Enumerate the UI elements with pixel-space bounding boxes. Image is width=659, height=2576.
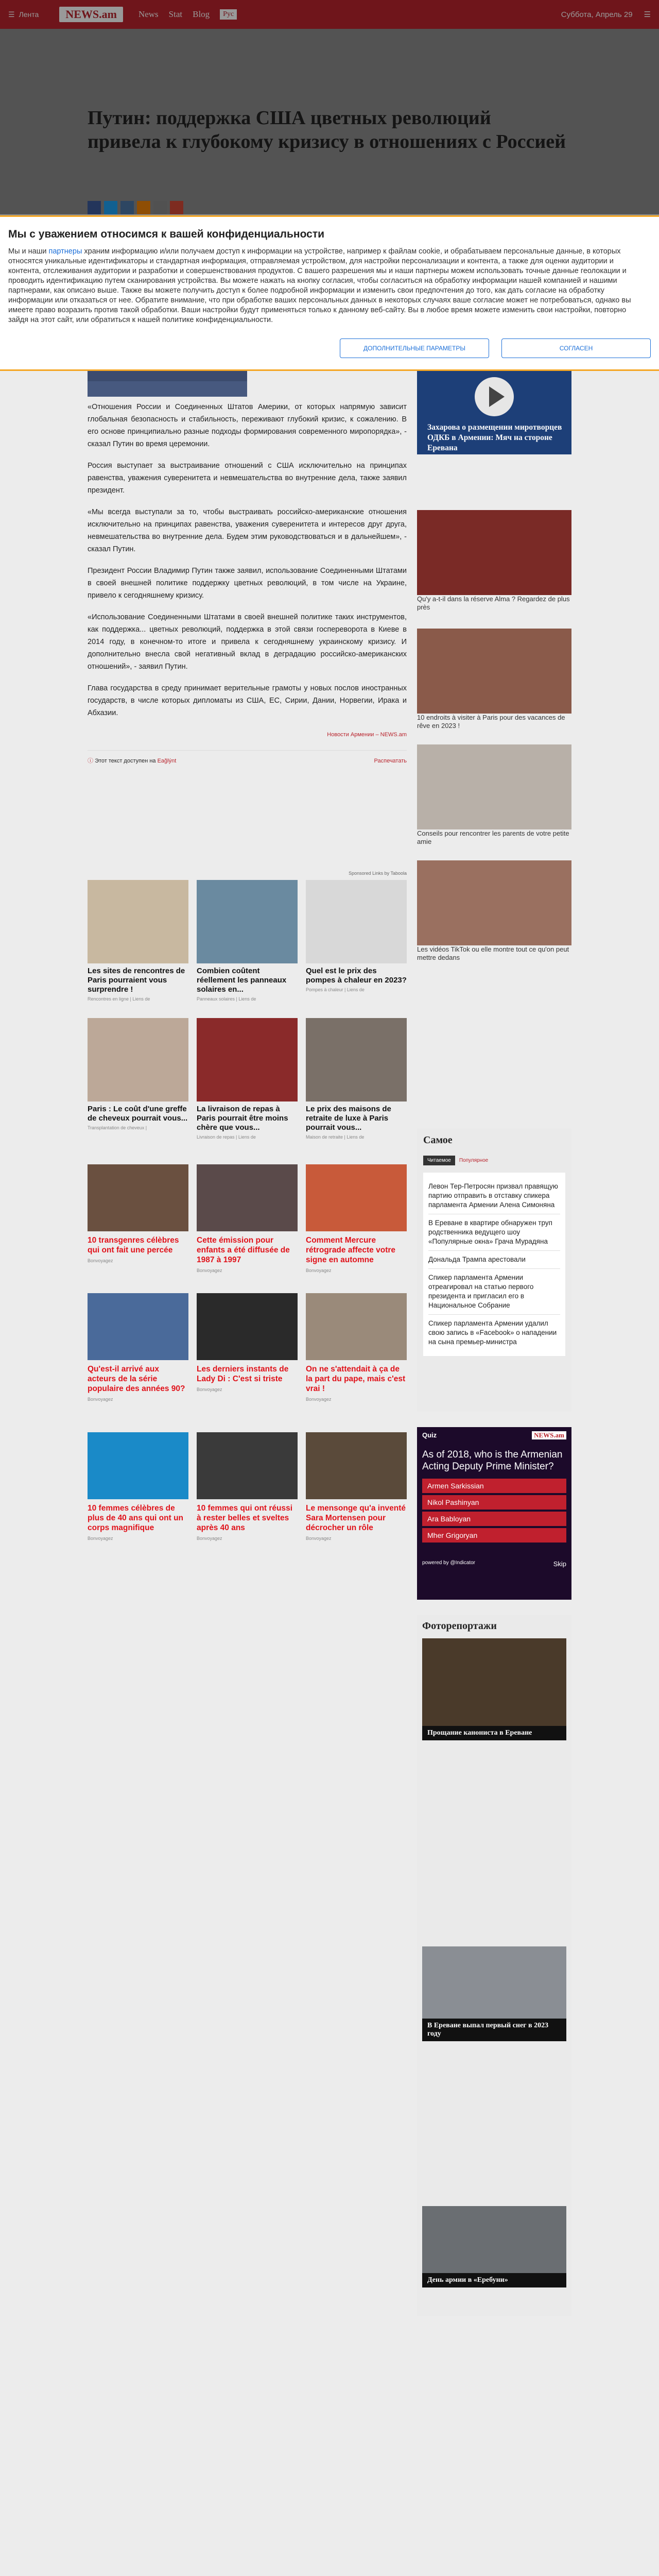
sponsored-image (306, 1164, 407, 1231)
article-paragraph: «Использование Соединенными Штатами в своей внешней политике таких инструментов, как поддержка... цветных революций, поддержка в этой связи госпереворота в Киеве в 2014 году, в конечном-то итоге и привела к сегодняшнему украинскому кризису. И дополнительно внесла свой негативный вклад в деградацию российско-американских отношений», - заявил Путин. (88, 613, 407, 671)
sponsored-card[interactable] (88, 1293, 188, 1402)
vk-icon[interactable] (120, 201, 134, 214)
sponsored-source: Panneaux solaires | Liens de (197, 996, 256, 1002)
sponsored-card[interactable] (88, 1432, 188, 1541)
sidebar-ad[interactable] (417, 510, 571, 612)
mail-icon[interactable] (153, 201, 167, 214)
agree-button[interactable]: СОГЛАСЕН (501, 338, 651, 358)
sponsored-source: Transplantation de cheveux | (88, 1125, 147, 1130)
quiz-option[interactable]: Mher Grigoryan (422, 1528, 566, 1543)
print-icon[interactable] (170, 201, 183, 214)
sponsored-card[interactable] (88, 880, 188, 1002)
powered-brand[interactable]: @Indicator (450, 1560, 475, 1566)
sponsored-image (197, 1432, 298, 1499)
sidebar-ad[interactable] (417, 629, 571, 730)
sponsored-source: Livraison de repas | Liens de (197, 1134, 256, 1140)
site-logo[interactable]: NEWS.am (59, 7, 123, 22)
sponsored-image (197, 1164, 298, 1231)
ad-title: Les vidéos TikTok ou elle montre tout ce qu'on peut mettre dedans (417, 945, 569, 961)
feed-icon: ☰ (8, 10, 15, 19)
sponsored-title: Paris : Le coût d'une greffe de cheveux pourrait vous... (88, 1105, 188, 1123)
ad-title: Conseils pour rencontrer les parents de votre petite amie (417, 829, 569, 845)
sponsored-source: Bonvoyagez (88, 1536, 113, 1541)
menu-label: Лента (19, 10, 39, 19)
sponsored-source: Bonvoyagez (306, 1536, 332, 1541)
sponsored-image (88, 1164, 188, 1231)
cookie-title: Мы с уважением относимся к вашей конфиденциальности (8, 228, 325, 240)
cookie-consent-dialog (0, 215, 659, 371)
translation-label: Этот текст доступен на (95, 758, 156, 764)
article-paragraph: Глава государства в среду принимает верительные грамоты у новых послов иностранных государств, в числе которых дипломаты из США, ЕС, Сирии, Дании, Норвегии, Ирака и Абхазии. (88, 684, 407, 717)
sponsored-title: Qu'est-il arrivé aux acteurs de la série populaire des années 90? (88, 1365, 185, 1393)
sponsored-card[interactable] (197, 1293, 298, 1392)
sponsored-source: Bonvoyagez (88, 1397, 113, 1402)
sponsored-image (306, 1018, 407, 1101)
quiz-widget (417, 1427, 571, 1600)
photo-reports-widget (417, 1615, 571, 2316)
sponsored-title: 10 femmes célèbres de plus de 40 ans qui ont un corps magnifique (88, 1504, 184, 1532)
sponsored-card[interactable] (306, 1432, 407, 1541)
sponsored-label[interactable]: Sponsored Links by Taboola (349, 871, 407, 876)
sponsored-source: Maison de retraite | Liens de (306, 1134, 365, 1140)
photo-report-image[interactable] (422, 1946, 566, 2019)
sponsored-grid (88, 871, 407, 1592)
sponsored-title: La livraison de repas à Paris pourrait être moins chère que vous... (197, 1105, 288, 1132)
quiz-option[interactable]: Nikol Pashinyan (422, 1495, 566, 1510)
sponsored-image (197, 880, 298, 963)
sponsored-source: Pompes à chaleur | Liens de (306, 987, 365, 992)
translation-link[interactable]: Eağlýnt (157, 758, 177, 764)
video-widget[interactable] (417, 371, 571, 454)
ad-image (417, 510, 571, 595)
sponsored-image (88, 1293, 188, 1360)
info-icon: ⓘ (88, 758, 95, 764)
photo-reports-title: Фоторепортажи (422, 1620, 497, 1632)
sponsored-card[interactable] (306, 1018, 407, 1140)
translation-note (88, 755, 176, 767)
photo-report-title[interactable]: В Ереване выпал первый снег в 2023 году (422, 2019, 566, 2041)
twitter-icon[interactable] (104, 201, 117, 214)
sponsored-source: Bonvoyagez (197, 1268, 222, 1273)
article-paragraph: Россия выступает за выстраивание отношений с США исключительно на принципах равенства, уважения суверенитета и невмешательства во внутренние дела, также заявил президент. (88, 462, 407, 495)
source-link[interactable]: Новости Армении – NEWS.am (327, 732, 407, 738)
photo-report-title[interactable]: День армии в «Еребуни» (422, 2273, 566, 2287)
sponsored-title: Combien coûtent réellement les panneaux solaires en... (197, 967, 287, 994)
top-news-item[interactable]: Спикер парламента Армении отреагировал на статью первого президента и пригласил его в Национальное Собрание (428, 1269, 560, 1315)
sidebar-ad[interactable] (417, 744, 571, 846)
sponsored-title: On ne s'attendait à ça de la part du pape, mais c'est vrai ! (306, 1365, 406, 1393)
sponsored-source: Bonvoyagez (197, 1387, 222, 1392)
sponsored-title: Les derniers instants de Lady Di : C'est si triste (197, 1365, 289, 1383)
top-news-widget (417, 1128, 571, 1412)
quiz-question: As of 2018, who is the Armenian Acting Deputy Prime Minister? (422, 1449, 563, 1472)
quiz-option[interactable]: Ara Babloyan (422, 1512, 566, 1526)
share-bar (88, 201, 183, 214)
cookie-text (8, 247, 647, 325)
top-news-item[interactable]: В Ереване в квартире обнаружен труп родственника ведущего шоу «Популярные окна» Грача Мурадяна (428, 1214, 560, 1251)
top-news-item[interactable]: Левон Тер-Петросян призвал правящую партию отправить в отставку спикера парламента Армении Алена Симоняна (428, 1178, 560, 1214)
sponsored-image (306, 1293, 407, 1360)
play-triangle-icon (489, 386, 505, 407)
sponsored-image (306, 880, 407, 963)
cookie-text-start: Мы и наши (8, 247, 49, 256)
main-nav (138, 9, 237, 20)
ad-title: Qu'y a-t-il dans la réserve Alma ? Regardez de plus près (417, 595, 570, 611)
ad-image (417, 744, 571, 829)
quiz-skip-button[interactable]: Skip (553, 1560, 566, 1568)
sponsored-title: Les sites de rencontres de Paris pourraient vous surprendre ! (88, 967, 185, 994)
current-date: Суббота, Апрель 29 (561, 10, 633, 19)
sponsored-source: Bonvoyagez (306, 1268, 332, 1273)
ok-icon[interactable] (137, 201, 150, 214)
top-news-item[interactable]: Дональда Трампа арестовали (428, 1251, 560, 1269)
quiz-label: Quiz (422, 1431, 437, 1439)
photo-report-spacer (422, 1740, 566, 1946)
quiz-powered (422, 1560, 475, 1568)
menu-button[interactable] (8, 10, 39, 19)
sponsored-image (88, 1432, 188, 1499)
sponsored-card[interactable] (197, 1018, 298, 1140)
sponsored-image (88, 880, 188, 963)
top-news-title: Самое (423, 1134, 453, 1146)
sponsored-source: Bonvoyagez (197, 1536, 222, 1541)
sponsored-image (197, 1293, 298, 1360)
facebook-icon[interactable] (88, 201, 101, 214)
article-paragraph: «Мы всегда выступали за то, чтобы выстраивать российско-американские отношения исключительно на принципах равенства, уважения суверенитета и интересов друг друга, невмешательства во внутренние дела. Будем этим руководствоваться и в дальнейшем», - сказал Путин. (88, 508, 407, 553)
sponsored-source: Bonvoyagez (306, 1397, 332, 1402)
sponsored-card[interactable] (197, 1164, 298, 1273)
more-options-button[interactable]: ДОПОЛНИТЕЛЬНЫЕ ПАРАМЕТРЫ (340, 338, 489, 358)
sponsored-card[interactable] (197, 1432, 298, 1541)
top-bar (0, 0, 659, 29)
sponsored-title: Le prix des maisons de retraite de luxe à Paris pourrait vous... (306, 1105, 391, 1132)
sponsored-title: 10 femmes qui ont réussi à rester belles et sveltes après 40 ans (197, 1504, 293, 1532)
nav-item-news[interactable]: News (138, 9, 159, 19)
p-spacer (88, 376, 407, 401)
sponsored-title: Le mensonge qu'a inventé Sara Mortensen pour décrocher un rôle (306, 1504, 406, 1532)
sponsored-card[interactable] (306, 1164, 407, 1273)
quiz-logo: NEWS.am (532, 1431, 566, 1439)
sponsored-title: 10 transgenres célèbres qui ont fait une percée (88, 1236, 179, 1255)
article-paragraph: Президент России Владимир Путин также заявил, использование Соединенными Штатами в своей внешней политике поддержку цветных революций, в том числе на Украине, привело к сегодняшнему кризису. (88, 567, 407, 600)
partners-link[interactable]: партнеры (48, 247, 82, 256)
top-news-item[interactable]: Спикер парламента Армении удалил свою запись в «Facebook» о нападении на сына премьер-министра (428, 1319, 557, 1346)
ad-image (417, 629, 571, 714)
sponsored-source: Rencontres en ligne | Liens de (88, 996, 150, 1002)
nav-item-stat[interactable]: Stat (168, 9, 183, 19)
tab-popular[interactable]: Популярное (459, 1158, 489, 1163)
sponsored-image (88, 1018, 188, 1101)
tab-most-read[interactable]: Читаемое (423, 1156, 455, 1165)
powered-label: powered by (422, 1560, 449, 1566)
sponsored-card[interactable] (88, 1018, 188, 1130)
language-switch[interactable]: Рус (220, 9, 237, 20)
sponsored-card[interactable] (306, 1293, 407, 1402)
article-title: Путин: поддержка США цветных революций привела к глубокому кризису в отношениях с Россией (88, 107, 566, 152)
photo-report-spacer (422, 2041, 566, 2206)
video-caption[interactable]: Захарова о размещении миротворцев ОДКБ в Армении: Мяч на стороне Еревана (427, 423, 562, 452)
quiz-option[interactable]: Armen Sarkissian (422, 1479, 566, 1493)
hamburger-icon[interactable]: ☰ (644, 10, 651, 19)
sponsored-image (306, 1432, 407, 1499)
photo-report-image[interactable] (422, 2206, 566, 2273)
sponsored-title: Cette émission pour enfants a été diffusée de 1987 à 1997 (197, 1236, 290, 1264)
article-header (0, 29, 659, 214)
photo-report-title[interactable]: Прощание канониста в Ереване (422, 1726, 566, 1740)
sponsored-title: Quel est le prix des pompes à chaleur en 2023? (306, 967, 407, 985)
sponsored-source: Bonvoyagez (88, 1258, 113, 1263)
print-button[interactable]: Распечатать (374, 758, 407, 764)
photo-report-image[interactable] (422, 1638, 566, 1726)
cookie-text-body: храним информацию и/или получаем доступ к информации на устройстве, например к файлам cookie, и обрабатываем персональные данные, в которых относятся уникальные идентификаторы и стандартная информация, отправляемая устройством, для настройки персонализации и контента, а также для оценки аудитории и контента, отслеживания аудитории и разработки и совершенствования продуктов. С вашего разрешения мы и наши партнеры можем использовать точные данные геолокации и проводить идентификацию путем сканирования устройства. Вы можете нажать на кнопку согласия, чтобы согласиться на обработку информации нашей компанией и нашими партнерами, как описано выше. Также вы можете получить доступ к более подробной информации и изменить свои предпочтения до того, как дать согласие на обработку информации или отказаться от нее. Обратите внимание, что при обработке ваших персональных данных в некоторых случаях ваше согласие может не потребоваться, однако вы имеете право возразить против такой обработки. Ваши настройки будут применяться только к данному веб-сайту. Вы в любое время можете изменить свои настройки, повторно зайдя на этот сайт, или обратиться к нашей политике конфиденциальности. (8, 247, 631, 324)
ad-image (417, 860, 571, 945)
sponsored-card[interactable] (88, 1164, 188, 1263)
sponsored-card[interactable] (197, 880, 298, 1002)
sponsored-card[interactable] (306, 880, 407, 992)
sidebar-ad[interactable] (417, 860, 571, 962)
ad-title: 10 endroits à visiter à Paris pour des vacances de rêve en 2023 ! (417, 714, 565, 730)
sponsored-title: Comment Mercure rétrograde affecte votre signe en automne (306, 1236, 396, 1264)
nav-item-blog[interactable]: Blog (193, 9, 210, 19)
sponsored-image (197, 1018, 298, 1101)
article-paragraph: «Отношения России и Соединенных Штатов Америки, от которых напрямую зависит глобальная безопасность и стабильность, переживают глубокий кризис, к сожалению. В его основе принципиально разные подходы формирования современного миропорядка», - сказал Путин во время церемонии. (88, 403, 407, 448)
